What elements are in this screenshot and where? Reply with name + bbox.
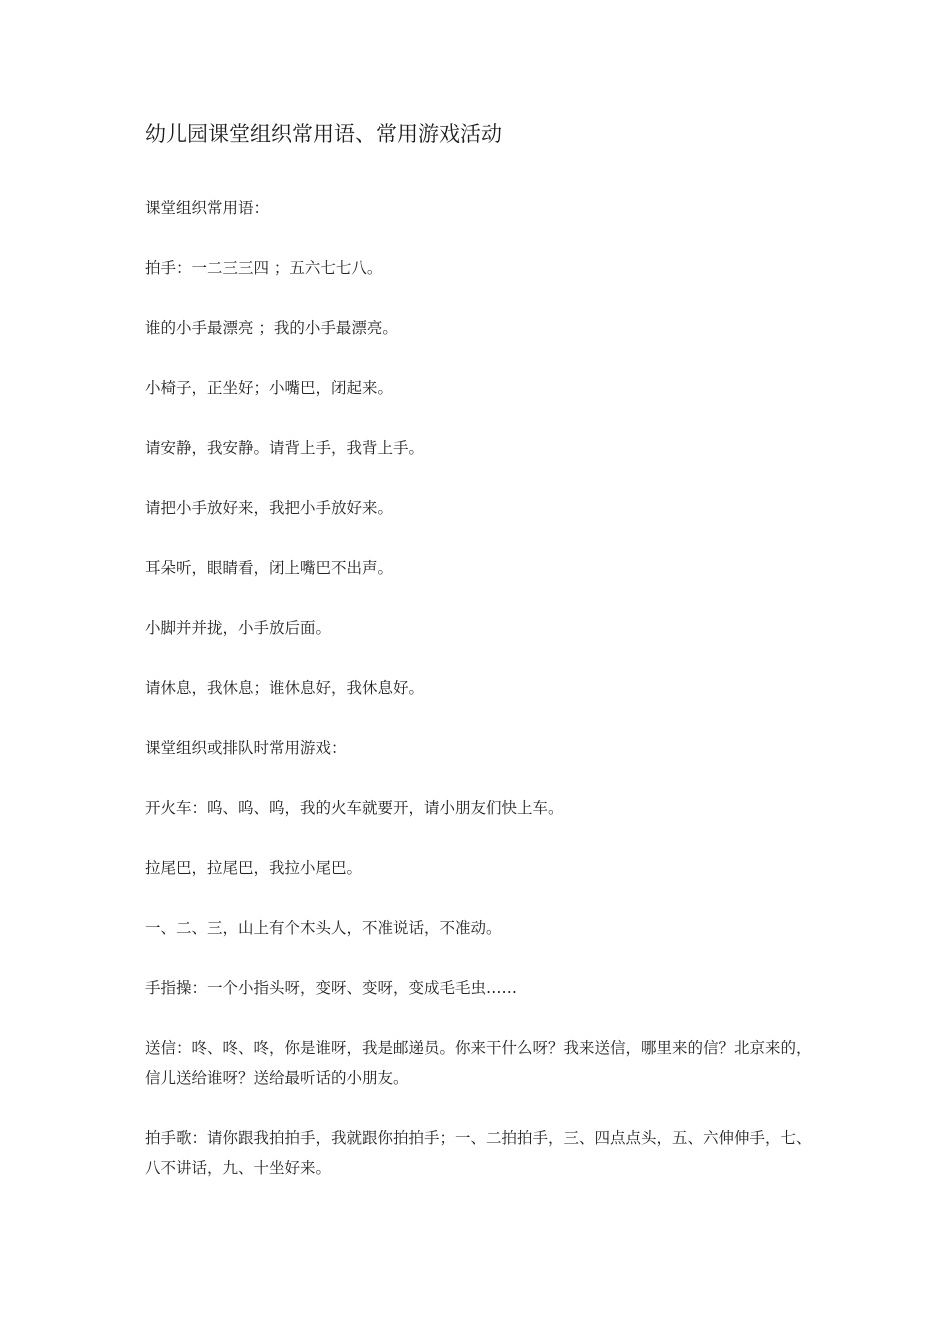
paragraph: 拍手歌：请你跟我拍拍手，我就跟你拍拍手；一、二拍拍手，三、四点点头，五、六伸伸手，七、八不讲话，九、十坐好来。 — [145, 1129, 812, 1177]
section-heading-games: 课堂组织或排队时常用游戏： — [145, 739, 347, 757]
paragraph: 开火车：呜、呜、呜，我的火车就要开，请小朋友们快上车。 — [145, 799, 564, 817]
paragraph: 拍手：一二三三四 ；五六七七八。 — [145, 259, 383, 277]
paragraph: 谁的小手最漂亮 ；我的小手最漂亮。 — [145, 319, 398, 337]
paragraph: 拉尾巴，拉尾巴，我拉小尾巴。 — [145, 859, 363, 877]
paragraph: 手指操：一个小指头呀，变呀、变呀，变成毛毛虫…… — [145, 979, 518, 997]
paragraph: 一、二、三，山上有个木头人，不准说话，不准动。 — [145, 919, 502, 937]
document-title: 幼儿园课堂组织常用语、常用游戏活动 — [145, 122, 502, 146]
paragraph: 请休息，我休息；谁休息好，我休息好。 — [145, 679, 425, 697]
paragraph: 送信：咚、咚、咚，你是谁呀，我是邮递员。你来干什么呀？我来送信，哪里来的信？北京来的，信儿送给谁呀？送给最听话的小朋友。 — [145, 1039, 812, 1087]
paragraph: 请安静，我安静。请背上手，我背上手。 — [145, 439, 425, 457]
paragraph: 耳朵听，眼睛看，闭上嘴巴不出声。 — [145, 559, 394, 577]
paragraph: 小脚并并拢，小手放后面。 — [145, 619, 332, 637]
section-heading-classroom-phrases: 课堂组织常用语： — [145, 199, 270, 217]
paragraph: 小椅子，正坐好；小嘴巴，闭起来。 — [145, 379, 394, 397]
paragraph: 请把小手放好来，我把小手放好来。 — [145, 499, 394, 517]
